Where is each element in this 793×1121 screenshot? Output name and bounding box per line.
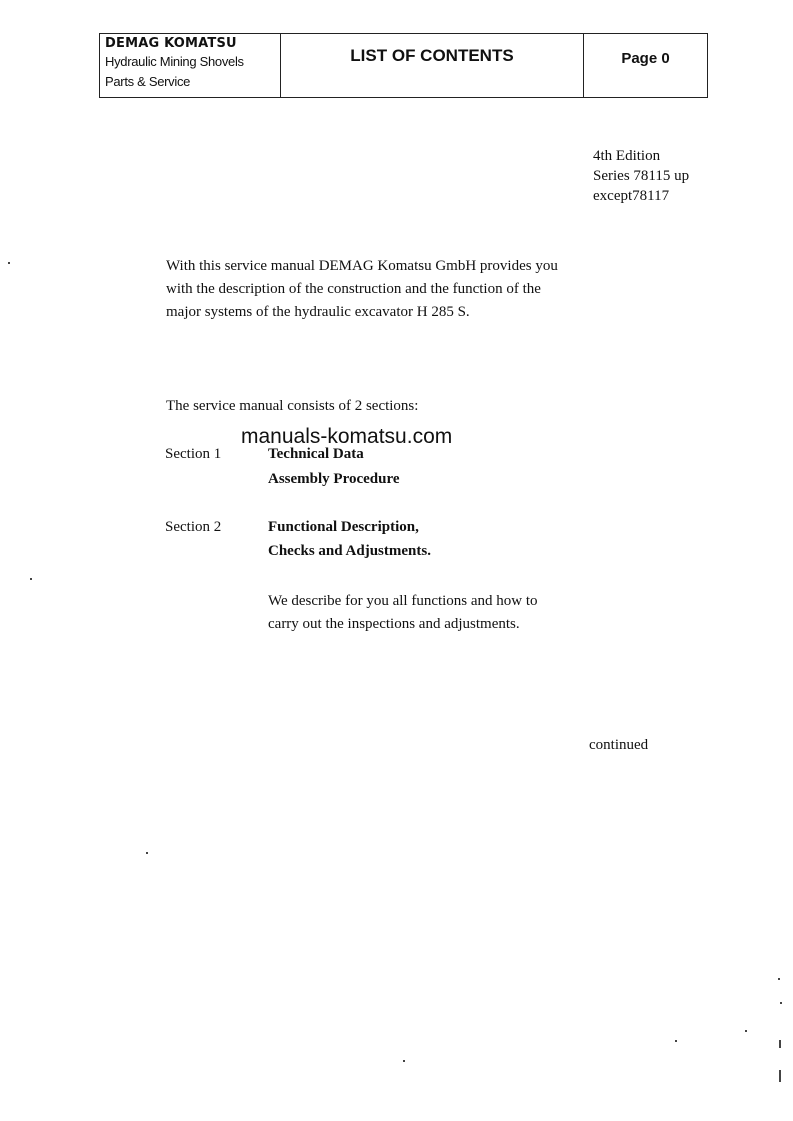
header-subtitle-1: Hydraulic Mining Shovels (105, 54, 244, 69)
scan-speck (675, 1040, 677, 1042)
edition-line: 4th Edition (593, 148, 661, 164)
header-page-number: Page 0 (621, 50, 670, 67)
edition-info (593, 146, 689, 206)
description-line: carry out the inspections and adjustments. (268, 616, 520, 632)
section-1-title-1: Technical Data (268, 446, 364, 462)
continued-note: continued (589, 737, 649, 753)
scan-speck (779, 1040, 781, 1048)
except-line: except78117 (593, 188, 670, 204)
header-brand-cell (100, 34, 281, 97)
scan-speck (403, 1060, 405, 1062)
intro-line: major systems of the hydraulic excavator H 285 S. (166, 304, 470, 320)
section-2-description (268, 590, 538, 636)
scan-speck (779, 1070, 781, 1082)
page-header (99, 33, 708, 98)
intro-line: with the description of the construction and the function of the (166, 281, 541, 297)
scan-speck (778, 978, 780, 980)
consists-text: The service manual consists of 2 sections: (166, 398, 419, 414)
scan-speck (30, 578, 32, 580)
brand-logo: DEMAG KOMATSU (105, 36, 237, 51)
section-1-title-2: Assembly Procedure (268, 471, 400, 487)
scan-speck (146, 852, 148, 854)
intro-paragraph (166, 255, 606, 324)
series-line: Series 78115 up (593, 168, 690, 184)
scan-speck (780, 1002, 782, 1004)
watermark: manuals-komatsu.com (241, 425, 453, 448)
scan-speck (745, 1030, 747, 1032)
scan-speck (8, 262, 10, 264)
header-subtitle-2: Parts & Service (105, 74, 191, 89)
intro-line: With this service manual DEMAG Komatsu GmbH provides you (166, 258, 558, 274)
section-1-label: Section 1 (165, 446, 222, 462)
header-title: LIST OF CONTENTS (281, 34, 584, 97)
description-line: We describe for you all functions and how to (268, 593, 538, 609)
section-2-label: Section 2 (165, 519, 222, 535)
section-2-title-1: Functional Description, (268, 519, 419, 535)
section-2-title-2: Checks and Adjustments. (268, 543, 431, 559)
